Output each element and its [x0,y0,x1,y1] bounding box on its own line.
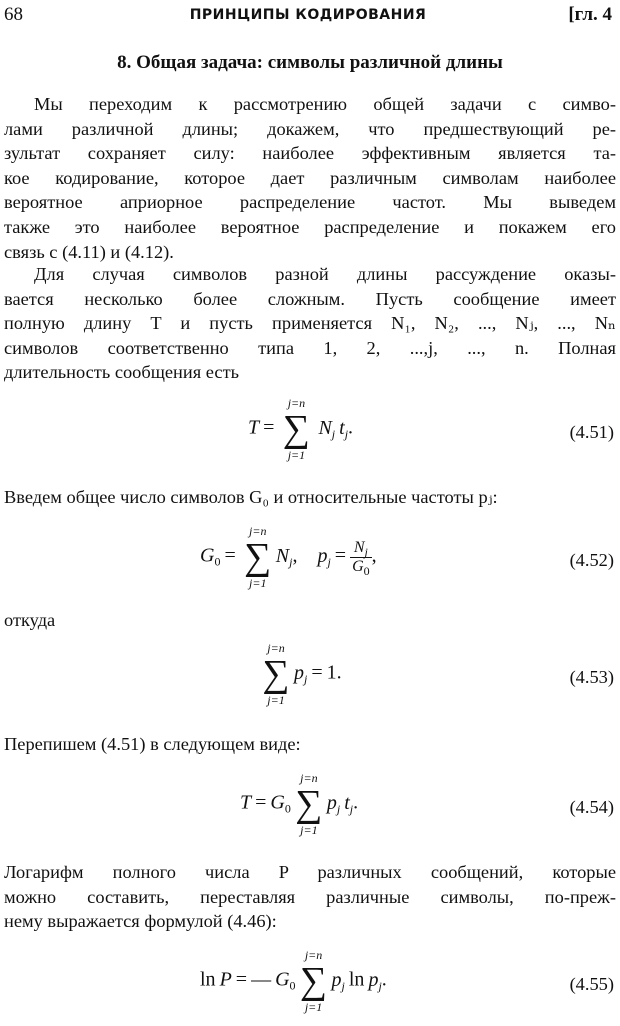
chapter-marker: [гл. 4 [568,4,612,25]
fraction: $\frac{N_j}{G_0}$ [352,538,370,578]
text-line: вероятное априорное распределение частот. Мы выведем [4,192,616,213]
text-line: нему выражается формулой (4.46): [4,911,277,932]
equation-number: (4.54) [569,797,614,817]
equation-4-51 [0,396,620,470]
sum-symbol: j=n ∑ j=1 [262,641,290,707]
running-header [4,4,612,30]
text-line: символов соответственно типа 1, 2, ...,j, ..., n. Полная [4,337,616,358]
text-line: зультат сохраняет силу: наиболее эффективным является та- [4,143,616,164]
equation-body: T = j=n ∑ j=1 $N_j$ $t_j$. [248,396,354,462]
text-line: можно составить, переставляя различные символы, по-преж- [4,886,616,907]
paragraph-3 [4,860,616,934]
equation-4-52 [0,524,620,600]
equation-number: (4.52) [569,550,614,570]
sum-symbol: j=n ∑ j=1 [244,524,272,590]
text-otkuda [4,608,616,633]
equation-number: (4.51) [569,422,614,442]
text-line: лами различной длины; докажем, что предшествующий ре- [4,118,616,139]
equation-body: ln P = — $G_0$ j=n ∑ j=1 $p_j$ $\ln p_j$. [200,948,387,1014]
text-line: Перепишем (4.51) в следующем виде: [4,734,301,754]
equation-4-53 [0,641,620,715]
equation-number: (4.55) [569,974,614,994]
paragraph-2 [4,262,616,385]
text-line: полную длину T и пусть применяется N₁, N₂, ..., Nⱼ, ..., Nₙ [4,313,616,334]
text-line: связь с (4.11) и (4.12). [4,241,174,262]
sum-symbol: j=n ∑ j=1 [295,771,323,837]
page-number: 68 [4,4,23,25]
text-line: кое кодирование, которое дает различным символам наиболее [4,167,616,188]
sum-symbol: j=n ∑ j=1 [299,948,328,1014]
section-title: 8. Общая задача: символы различной длины [117,52,503,73]
text-intro-g0 [4,485,616,510]
text-line: Мы переходим к рассмотрению общей задачи с симво- [34,94,616,114]
equation-4-54 [0,771,620,845]
text-rewrite [4,732,616,757]
text-line: Для случая символов разной длины рассуждение оказы- [34,264,616,284]
sum-symbol: j=n ∑ j=1 [282,396,310,462]
equation-body: j=n ∑ j=1 $p_j = 1$. [258,655,342,693]
text-line: также это наиболее вероятное распределение и покажем его [4,216,616,237]
equation-4-55 [0,948,620,1022]
running-title: ПРИНЦИПЫ КОДИРОВАНИЯ [189,7,427,23]
equation-body: $G_0$ = j=n ∑ j=1 $N_j$, $p_j$ = $\frac{N_j}{G_0}$ , [200,524,377,590]
paragraph-1 [4,92,616,264]
text-line: вается несколько более сложным. Пусть сообщение имеет [4,288,616,309]
text-line: Введем общее число символов G₀ и относительные частоты pⱼ: [4,487,498,507]
text-line: откуда [4,610,56,630]
equation-number: (4.53) [569,667,614,687]
text-line: Логарифм полного числа P различных сообщений, которые [4,862,616,882]
equation-body: $T = G_0$ j=n ∑ j=1 $p_j$ $t_j$. [240,771,359,837]
text-line: длительность сообщения есть [4,362,240,383]
